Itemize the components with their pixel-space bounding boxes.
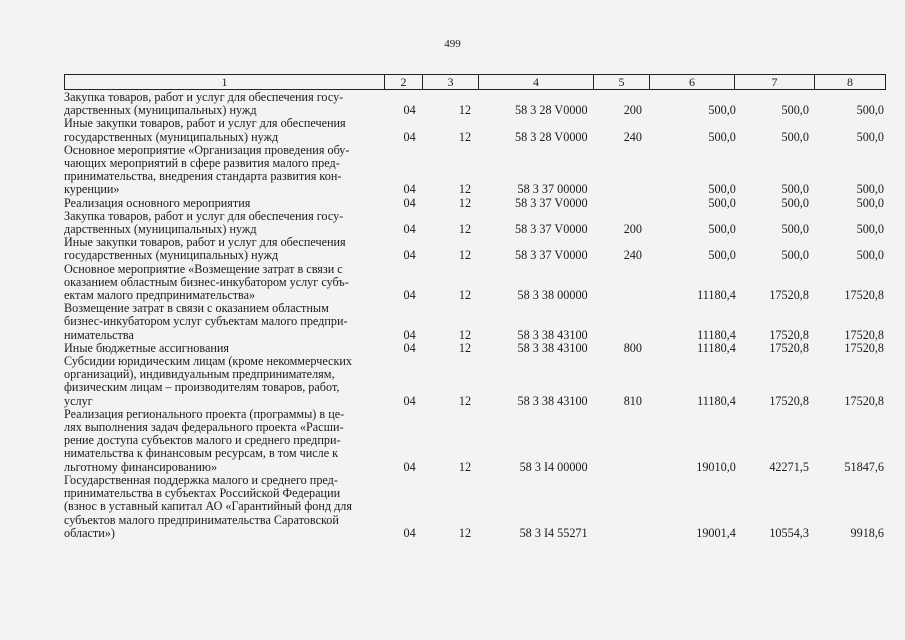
description-line: услуг: [64, 393, 93, 408]
table-row: [64, 236, 884, 262]
amount-year-3: 500,0: [856, 182, 885, 197]
amount-year-2: 10554,3: [769, 525, 809, 540]
description-line: принимательства в субъектах Российской Федерации: [64, 486, 341, 501]
row-description: [64, 408, 378, 474]
description-line: области»): [64, 525, 115, 540]
description-line: чающих мероприятий в сфере развития малого пред-: [64, 156, 340, 171]
header-col-5: 5: [594, 75, 650, 89]
target-article-code: 58 3 38 43100: [517, 327, 588, 342]
amount-year-3: 17520,8: [844, 340, 885, 355]
target-article-code: 58 3 28 V0000: [515, 103, 588, 118]
amount-year-2: 42271,5: [769, 459, 809, 474]
amount-year-3: 9918,6: [850, 525, 885, 540]
section-code: 04: [403, 129, 416, 144]
description-line: организаций), индивидуальным предпринимателям,: [64, 367, 335, 382]
section-code: 04: [403, 327, 416, 342]
description-line: Государственная поддержка малого и среднего пред-: [64, 472, 338, 487]
description-line: субъектов малого предпринимательства Саратовской: [64, 512, 339, 527]
table-row: [64, 302, 884, 342]
description-line: Иные бюджетные ассигнования: [64, 340, 230, 355]
amount-year-2: 500,0: [781, 195, 809, 210]
amount-year-1: 500,0: [708, 222, 736, 237]
amount-year-1: 11180,4: [697, 340, 736, 355]
page-number: 499: [444, 38, 461, 50]
table-row: [64, 408, 884, 474]
amount-year-2: 17520,8: [769, 288, 809, 303]
section-code: 04: [403, 340, 416, 355]
section-code: 04: [403, 182, 416, 197]
target-article-code: 58 3 38 43100: [517, 340, 588, 355]
section-code: 04: [403, 222, 416, 237]
description-line: Основное мероприятие «Возмещение затрат в связи с: [64, 261, 343, 276]
target-article-code: 58 3 28 V0000: [515, 129, 588, 144]
amount-year-3: 17520,8: [844, 288, 885, 303]
description-line: нимательства к финансовым ресурсам, в том числе к: [64, 446, 339, 461]
amount-year-1: 500,0: [708, 103, 736, 118]
description-line: дарственных (муниципальных) нужд: [64, 103, 257, 118]
amount-year-2: 500,0: [781, 103, 809, 118]
subsection-code: 12: [458, 129, 472, 144]
amount-year-2: 500,0: [781, 182, 809, 197]
description-line: Закупка товаров, работ и услуг для обеспечения госу-: [64, 90, 344, 104]
row-description: [64, 144, 378, 197]
amount-year-1: 500,0: [708, 182, 736, 197]
subsection-code: 12: [458, 340, 472, 355]
subsection-code: 12: [458, 195, 472, 210]
header-col-2: 2: [385, 75, 423, 89]
section-code: 04: [403, 525, 416, 540]
row-description: [64, 236, 378, 262]
subsection-code: 12: [458, 182, 472, 197]
amount-year-3: 500,0: [856, 103, 885, 118]
section-code: 04: [403, 459, 416, 474]
expense-type-code: 240: [623, 248, 642, 263]
description-line: оказанием областным бизнес-инкубатором услуг субъ-: [64, 274, 349, 289]
description-line: куренции»: [64, 182, 120, 197]
amount-year-3: 17520,8: [844, 327, 885, 342]
header-col-7: 7: [735, 75, 815, 89]
expense-type-code: 200: [623, 103, 642, 118]
table-row: [64, 117, 884, 143]
description-line: государственных (муниципальных) нужд: [64, 248, 279, 263]
row-description: [64, 210, 378, 236]
description-line: Возмещение затрат в связи с оказанием областным: [64, 301, 329, 316]
subsection-code: 12: [458, 327, 472, 342]
description-line: Основное мероприятие «Организация проведения обу-: [64, 142, 350, 157]
header-col-4: 4: [479, 75, 594, 89]
amount-year-1: 500,0: [708, 195, 736, 210]
description-line: лях выполнения задач федерального проекта «Расши-: [64, 420, 344, 435]
amount-year-1: 19010,0: [696, 459, 736, 474]
amount-year-1: 11180,4: [697, 393, 736, 408]
table-row: [64, 263, 884, 303]
description-line: принимательства, внедрения стандарта развития кон-: [64, 169, 342, 184]
description-line: ектам малого предпринимательства»: [64, 288, 256, 303]
expense-type-code: 240: [623, 129, 642, 144]
row-description: [64, 302, 378, 342]
section-code: 04: [403, 393, 416, 408]
amount-year-3: 500,0: [856, 222, 885, 237]
amount-year-3: 500,0: [856, 129, 885, 144]
description-line: бизнес-инкубатором услуг субъектам малого предпри-: [64, 314, 348, 329]
description-line: Иные закупки товаров, работ и услуг для обеспечения: [64, 116, 346, 131]
expense-type-code: 200: [623, 222, 642, 237]
section-code: 04: [403, 195, 416, 210]
target-article-code: 58 3 I4 00000: [519, 459, 588, 474]
target-article-code: 58 3 37 00000: [517, 182, 588, 197]
description-line: Реализация регионального проекта (программы) в це-: [64, 406, 345, 421]
description-line: (взнос в уставный капитал АО «Гарантийный фонд для: [64, 499, 352, 514]
amount-year-2: 17520,8: [769, 340, 809, 355]
amount-year-2: 500,0: [781, 129, 809, 144]
description-line: Закупка товаров, работ и услуг для обеспечения госу-: [64, 208, 344, 223]
amount-year-3: 51847,6: [844, 459, 885, 474]
header-col-8: 8: [847, 75, 853, 89]
header-col-1: 1: [65, 75, 385, 89]
description-line: Реализация основного мероприятия: [64, 195, 251, 210]
row-description: [64, 263, 378, 303]
target-article-code: 58 3 38 43100: [517, 393, 588, 408]
target-article-code: 58 3 38 00000: [517, 288, 588, 303]
description-line: рение доступа субъектов малого и среднего предпри-: [64, 433, 341, 448]
header-col-3: 3: [423, 75, 479, 89]
expense-type-code: 810: [623, 393, 642, 408]
row-description: [64, 117, 378, 143]
description-line: Субсидии юридическим лицам (кроме некоммерческих: [64, 354, 352, 369]
description-line: нимательства: [64, 327, 134, 342]
subsection-code: 12: [458, 103, 472, 118]
amount-year-1: 11180,4: [697, 288, 736, 303]
amount-year-2: 17520,8: [769, 327, 809, 342]
header-col-6: 6: [650, 75, 735, 89]
table-row: [64, 197, 884, 210]
target-article-code: 58 3 I4 55271: [519, 525, 588, 540]
description-line: льготному финансированию»: [64, 459, 218, 474]
amount-year-2: 500,0: [781, 222, 809, 237]
subsection-code: 12: [458, 525, 472, 540]
subsection-code: 12: [458, 222, 472, 237]
table-row: [64, 210, 884, 236]
table-row: [64, 144, 884, 197]
amount-year-1: 500,0: [708, 248, 736, 263]
table-body: [64, 91, 884, 540]
description-line: дарственных (муниципальных) нужд: [64, 222, 257, 237]
section-code: 04: [403, 248, 416, 263]
target-article-code: 58 3 37 V0000: [515, 195, 588, 210]
amount-year-3: 17520,8: [844, 393, 885, 408]
table-row: [64, 474, 884, 540]
expense-type-code: 800: [623, 340, 642, 355]
table-row: [64, 91, 884, 117]
section-code: 04: [403, 103, 416, 118]
target-article-code: 58 3 37 V0000: [515, 248, 588, 263]
description-line: физическим лицам – производителям товаров, работ,: [64, 380, 340, 395]
section-code: 04: [403, 288, 416, 303]
amount-year-2: 500,0: [781, 248, 809, 263]
description-line: Иные закупки товаров, работ и услуг для обеспечения: [64, 235, 346, 250]
row-description: [64, 197, 378, 210]
amount-year-2: 17520,8: [769, 393, 809, 408]
amount-year-3: 500,0: [856, 248, 885, 263]
description-line: государственных (муниципальных) нужд: [64, 129, 279, 144]
amount-year-1: 500,0: [708, 129, 736, 144]
amount-year-1: 11180,4: [697, 327, 736, 342]
target-article-code: 58 3 37 V0000: [515, 222, 588, 237]
subsection-code: 12: [458, 459, 472, 474]
amount-year-3: 500,0: [856, 195, 885, 210]
subsection-code: 12: [458, 393, 472, 408]
table-header: [64, 74, 886, 90]
amount-year-1: 19001,4: [696, 525, 736, 540]
row-description: [64, 474, 378, 540]
row-description: [64, 355, 378, 408]
row-description: [64, 91, 378, 117]
subsection-code: 12: [458, 248, 472, 263]
table-row: [64, 355, 884, 408]
subsection-code: 12: [458, 288, 472, 303]
